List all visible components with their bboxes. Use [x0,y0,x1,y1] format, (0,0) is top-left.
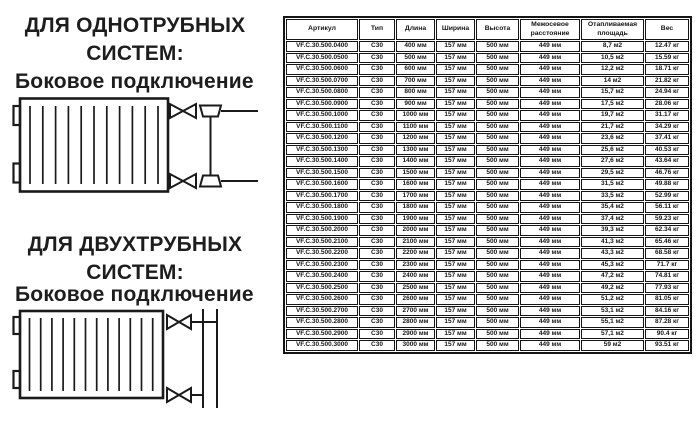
header-axial-distance: Межосевое расстояние [520,19,580,40]
cell-height: 500 мм [476,99,519,110]
cell-article: VF.C.30.500.2100 [286,237,358,248]
cell-heated-area: 33,5 м2 [581,191,644,202]
table-row [286,53,689,64]
radiator-icon [14,311,164,398]
cell-weight: 87.28 кг [645,317,689,328]
table-row [286,340,689,351]
cell-weight: 40.53 кг [645,145,689,156]
cell-heated-area: 51,2 м2 [581,294,644,305]
cell-width: 157 мм [436,260,475,271]
cell-axial-distance: 449 мм [520,260,580,271]
cell-article: VF.C.30.500.1200 [286,133,358,144]
cell-width: 157 мм [436,202,475,213]
cell-article: VF.C.30.500.2500 [286,283,358,294]
cell-axial-distance: 449 мм [520,156,580,167]
cell-height: 500 мм [476,283,519,294]
cell-length: 1100 мм [396,122,435,133]
table-row [286,317,689,328]
cell-type: C30 [359,145,395,156]
cell-length: 700 мм [396,76,435,87]
cell-heated-area: 10,5 м2 [581,53,644,64]
cell-height: 500 мм [476,329,519,340]
two-pipe-diagram [0,308,282,413]
cell-type: C30 [359,41,395,52]
cell-type: C30 [359,156,395,167]
cell-weight: 15.59 кг [645,53,689,64]
cell-height: 500 мм [476,191,519,202]
cell-article: VF.C.30.500.2200 [286,248,358,259]
table-row [286,294,689,305]
cell-type: C30 [359,191,395,202]
cell-length: 2300 мм [396,260,435,271]
radiator-icon [14,99,169,192]
cell-length: 1400 мм [396,156,435,167]
cell-heated-area: 37,4 м2 [581,214,644,225]
cell-heated-area: 29,5 м2 [581,168,644,179]
cell-length: 2400 мм [396,271,435,282]
cell-height: 500 мм [476,145,519,156]
cell-width: 157 мм [436,99,475,110]
cell-height: 500 мм [476,168,519,179]
cell-width: 157 мм [436,133,475,144]
cell-axial-distance: 449 мм [520,110,580,121]
table-row [286,283,689,294]
cell-heated-area: 47,2 м2 [581,271,644,282]
cell-axial-distance: 449 мм [520,340,580,351]
cell-weight: 21.82 кг [645,76,689,87]
cell-width: 157 мм [436,76,475,87]
table-row [286,225,689,236]
cell-article: VF.C.30.500.1900 [286,214,358,225]
cell-heated-area: 17,5 м2 [581,99,644,110]
cell-height: 500 мм [476,41,519,52]
cell-length: 1700 мм [396,191,435,202]
valve-icon [167,315,191,329]
cell-article: VF.C.30.500.1700 [286,191,358,202]
table-row [286,179,689,190]
header-row [286,19,689,40]
cell-type: C30 [359,294,395,305]
table-row [286,260,689,271]
mount-tab-icon [14,371,21,388]
table-row [286,99,689,110]
cell-heated-area: 12,2 м2 [581,64,644,75]
cell-type: C30 [359,99,395,110]
cell-type: C30 [359,202,395,213]
valve-icon [170,104,196,118]
cell-type: C30 [359,168,395,179]
cell-article: VF.C.30.500.2400 [286,271,358,282]
cell-axial-distance: 449 мм [520,214,580,225]
cell-height: 500 мм [476,317,519,328]
cell-width: 157 мм [436,156,475,167]
cell-axial-distance: 449 мм [520,168,580,179]
cell-type: C30 [359,225,395,236]
table-row [286,64,689,75]
table-row [286,133,689,144]
cell-height: 500 мм [476,248,519,259]
table-row [286,191,689,202]
cell-article: VF.C.30.500.1500 [286,168,358,179]
cell-length: 1900 мм [396,214,435,225]
cell-width: 157 мм [436,340,475,351]
cell-length: 2600 мм [396,294,435,305]
cell-weight: 65.46 кг [645,237,689,248]
cell-weight: 37.41 кг [645,133,689,144]
cell-weight: 34.29 кг [645,122,689,133]
cell-length: 500 мм [396,53,435,64]
cell-axial-distance: 449 мм [520,87,580,98]
cell-heated-area: 43,3 м2 [581,248,644,259]
cell-width: 157 мм [436,168,475,179]
cell-axial-distance: 449 мм [520,145,580,156]
table-row [286,306,689,317]
cell-type: C30 [359,133,395,144]
cell-axial-distance: 449 мм [520,191,580,202]
cell-axial-distance: 449 мм [520,294,580,305]
cell-weight: 28.06 кг [645,99,689,110]
cell-weight: 93.51 кг [645,340,689,351]
cell-width: 157 мм [436,110,475,121]
cell-axial-distance: 449 мм [520,317,580,328]
cell-type: C30 [359,76,395,87]
single-pipe-title: ДЛЯ ОДНОТРУБНЫХ СИСТЕМ: [24,14,246,65]
table-row [286,41,689,52]
cell-type: C30 [359,179,395,190]
cell-width: 157 мм [436,294,475,305]
cell-type: C30 [359,64,395,75]
cell-length: 2900 мм [396,329,435,340]
cell-axial-distance: 449 мм [520,76,580,87]
cell-height: 500 мм [476,294,519,305]
cell-width: 157 мм [436,271,475,282]
cell-width: 157 мм [436,225,475,236]
cell-type: C30 [359,248,395,259]
table-row [286,145,689,156]
cell-height: 500 мм [476,133,519,144]
cell-type: C30 [359,271,395,282]
cell-width: 157 мм [436,87,475,98]
radiator-fins [30,106,158,184]
cell-heated-area: 21,7 м2 [581,122,644,133]
cell-heated-area: 25,6 м2 [581,145,644,156]
radiator-fins [30,318,153,391]
cell-article: VF.C.30.500.2700 [286,306,358,317]
tee-fitting-icon [200,106,221,117]
cell-type: C30 [359,260,395,271]
cell-length: 2500 мм [396,283,435,294]
cell-height: 500 мм [476,156,519,167]
cell-width: 157 мм [436,248,475,259]
cell-heated-area: 35,4 м2 [581,202,644,213]
cell-weight: 90.4 кг [645,329,689,340]
mount-tab-icon [14,317,21,334]
single-pipe-diagram [0,96,282,201]
cell-article: VF.C.30.500.2800 [286,317,358,328]
cell-axial-distance: 449 мм [520,248,580,259]
cell-axial-distance: 449 мм [520,41,580,52]
mount-tab-icon [14,164,21,183]
cell-width: 157 мм [436,283,475,294]
cell-article: VF.C.30.500.2000 [286,225,358,236]
cell-heated-area: 49,2 м2 [581,283,644,294]
cell-heated-area: 31,5 м2 [581,179,644,190]
table-row [286,156,689,167]
cell-weight: 81.05 кг [645,294,689,305]
cell-width: 157 мм [436,179,475,190]
cell-height: 500 мм [476,340,519,351]
header-heated-area: Отапливаемая площадь [581,19,644,40]
cell-width: 157 мм [436,237,475,248]
cell-height: 500 мм [476,64,519,75]
cell-weight: 24.94 кг [645,87,689,98]
cell-weight: 77.93 кг [645,283,689,294]
cell-article: VF.C.30.500.2900 [286,329,358,340]
cell-height: 500 мм [476,110,519,121]
cell-article: VF.C.30.500.0800 [286,87,358,98]
cell-heated-area: 27,6 м2 [581,156,644,167]
cell-type: C30 [359,340,395,351]
cell-length: 900 мм [396,99,435,110]
single-pipe-subtitle: Боковое подключение [15,70,254,93]
valve-icon [170,174,196,188]
cell-length: 1200 мм [396,133,435,144]
cell-length: 2200 мм [396,248,435,259]
spec-table [283,16,692,354]
cell-weight: 31.17 кг [645,110,689,121]
cell-heated-area: 15,7 м2 [581,87,644,98]
cell-width: 157 мм [436,41,475,52]
cell-width: 157 мм [436,53,475,64]
table-row [286,168,689,179]
cell-length: 400 мм [396,41,435,52]
cell-weight: 46.76 кг [645,168,689,179]
cell-width: 157 мм [436,317,475,328]
cell-type: C30 [359,329,395,340]
cell-article: VF.C.30.500.2600 [286,294,358,305]
header-weight: Вес [645,19,689,40]
table-row [286,237,689,248]
header-length: Длина [396,19,435,40]
cell-article: VF.C.30.500.1100 [286,122,358,133]
cell-height: 500 мм [476,225,519,236]
cell-height: 500 мм [476,87,519,98]
table-row [286,271,689,282]
cell-axial-distance: 449 мм [520,53,580,64]
cell-height: 500 мм [476,237,519,248]
cell-article: VF.C.30.500.1400 [286,156,358,167]
cell-heated-area: 57,1 м2 [581,329,644,340]
cell-heated-area: 8,7 м2 [581,41,644,52]
cell-article: VF.C.30.500.0600 [286,64,358,75]
cell-height: 500 мм [476,202,519,213]
cell-article: VF.C.30.500.1800 [286,202,358,213]
cell-height: 500 мм [476,214,519,225]
mount-tab-icon [14,106,21,125]
cell-article: VF.C.30.500.0500 [286,53,358,64]
cell-heated-area: 45,3 м2 [581,260,644,271]
table-row [286,76,689,87]
cell-axial-distance: 449 мм [520,179,580,190]
cell-type: C30 [359,122,395,133]
cell-type: C30 [359,110,395,121]
cell-heated-area: 53,1 м2 [581,306,644,317]
cell-article: VF.C.30.500.0700 [286,76,358,87]
cell-axial-distance: 449 мм [520,225,580,236]
cell-type: C30 [359,306,395,317]
cell-weight: 56.11 кг [645,202,689,213]
cell-length: 1800 мм [396,202,435,213]
cell-article: VF.C.30.500.3000 [286,340,358,351]
cell-length: 1300 мм [396,145,435,156]
cell-article: VF.C.30.500.1000 [286,110,358,121]
two-pipe-title: ДЛЯ ДВУХТРУБНЫХ СИСТЕМ: [27,233,243,284]
cell-axial-distance: 449 мм [520,237,580,248]
cell-weight: 52.99 кг [645,191,689,202]
cell-length: 1600 мм [396,179,435,190]
header-type: Тип [359,19,395,40]
cell-width: 157 мм [436,145,475,156]
cell-length: 2100 мм [396,237,435,248]
cell-width: 157 мм [436,214,475,225]
cell-width: 157 мм [436,306,475,317]
table-row [286,110,689,121]
cell-width: 157 мм [436,191,475,202]
cell-type: C30 [359,237,395,248]
header-width: Ширина [436,19,475,40]
table-row [286,214,689,225]
cell-length: 2700 мм [396,306,435,317]
cell-height: 500 мм [476,179,519,190]
cell-type: C30 [359,283,395,294]
cell-length: 600 мм [396,64,435,75]
cell-article: VF.C.30.500.2300 [286,260,358,271]
cell-weight: 18.71 кг [645,64,689,75]
cell-height: 500 мм [476,53,519,64]
cell-heated-area: 14 м2 [581,76,644,87]
cell-height: 500 мм [476,306,519,317]
cell-heated-area: 39,3 м2 [581,225,644,236]
cell-weight: 49.88 кг [645,179,689,190]
cell-weight: 74.81 кг [645,271,689,282]
table-body [286,41,689,351]
cell-axial-distance: 449 мм [520,283,580,294]
cell-weight: 59.23 кг [645,214,689,225]
header-height: Высота [476,19,519,40]
cell-axial-distance: 449 мм [520,133,580,144]
two-pipe-subtitle: Боковое подключение [15,283,254,306]
table-row [286,248,689,259]
left-panel [0,0,282,421]
cell-type: C30 [359,317,395,328]
cell-length: 3000 мм [396,340,435,351]
table-row [286,87,689,98]
cell-height: 500 мм [476,271,519,282]
cell-article: VF.C.30.500.1300 [286,145,358,156]
cell-width: 157 мм [436,122,475,133]
cell-heated-area: 55,1 м2 [581,317,644,328]
cell-axial-distance: 449 мм [520,99,580,110]
header-article: Артикул [286,19,358,40]
table-row [286,202,689,213]
cell-weight: 43.64 кг [645,156,689,167]
cell-type: C30 [359,53,395,64]
cell-length: 1500 мм [396,168,435,179]
cell-axial-distance: 449 мм [520,306,580,317]
cell-weight: 68.58 кг [645,248,689,259]
cell-length: 800 мм [396,87,435,98]
cell-length: 2000 мм [396,225,435,236]
table-row [286,329,689,340]
cell-height: 500 мм [476,76,519,87]
cell-length: 2800 мм [396,317,435,328]
cell-length: 1000 мм [396,110,435,121]
cell-axial-distance: 449 мм [520,271,580,282]
cell-article: VF.C.30.500.1600 [286,179,358,190]
cell-axial-distance: 449 мм [520,122,580,133]
valve-icon [167,388,191,402]
cell-type: C30 [359,87,395,98]
tee-fitting-icon [200,176,221,187]
cell-height: 500 мм [476,260,519,271]
cell-heated-area: 59 м2 [581,340,644,351]
cell-weight: 62.34 кг [645,225,689,236]
cell-heated-area: 23,6 м2 [581,133,644,144]
cell-heated-area: 19,7 м2 [581,110,644,121]
cell-weight: 71.7 кг [645,260,689,271]
cell-article: VF.C.30.500.0400 [286,41,358,52]
table-row [286,122,689,133]
cell-heated-area: 41,3 м2 [581,237,644,248]
cell-axial-distance: 449 мм [520,202,580,213]
cell-type: C30 [359,214,395,225]
cell-weight: 84.16 кг [645,306,689,317]
cell-width: 157 мм [436,329,475,340]
cell-height: 500 мм [476,122,519,133]
cell-width: 157 мм [436,64,475,75]
cell-axial-distance: 449 мм [520,64,580,75]
cell-weight: 12.47 кг [645,41,689,52]
cell-article: VF.C.30.500.0900 [286,99,358,110]
cell-axial-distance: 449 мм [520,329,580,340]
